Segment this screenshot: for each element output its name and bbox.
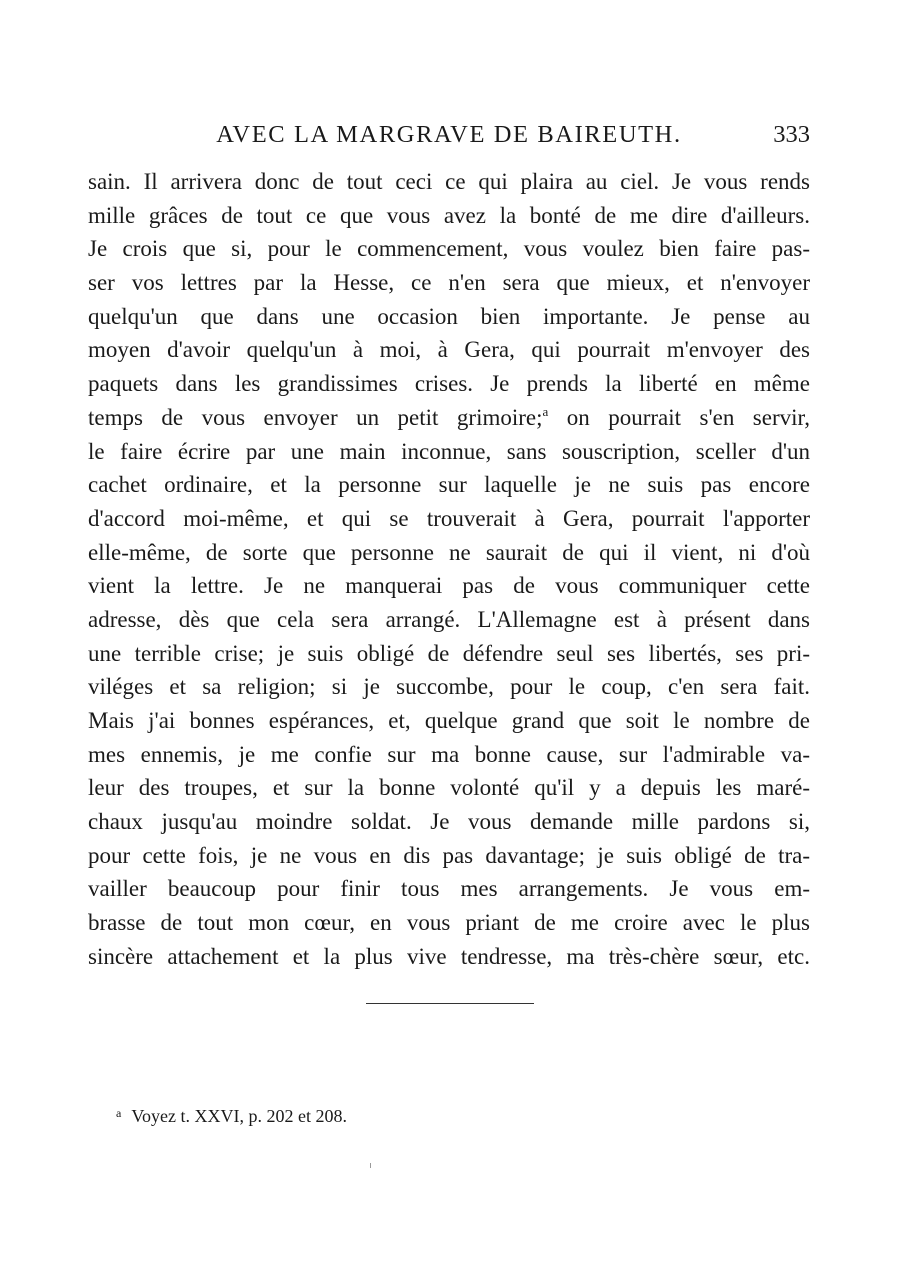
text-line: mes ennemis, je me confie sur ma bonne cause, sur l'admirable va- (88, 741, 810, 767)
text-line: Mais j'ai bonnes espérances, et, quelque grand que soit le nombre de (88, 708, 810, 733)
text-line: viléges et sa religion; si je succombe, pour le coup, c'en sera fait. (88, 674, 810, 700)
footnote-reference: a (542, 403, 549, 419)
text-line: leur des troupes, et sur la bonne volonté qu'il y a depuis les maré- (88, 775, 810, 801)
text-segment: temps de vous envoyer un petit grimoire; (88, 404, 543, 430)
section-divider (366, 1003, 534, 1004)
text-line: Je crois que si, pour le commencement, vous voulez bien faire pas- (88, 236, 810, 262)
text-line: mille grâces de tout ce que vous avez la bonté de me dire d'ailleurs. (88, 202, 810, 228)
footnote (116, 1100, 347, 1129)
text-line: une terrible crise; je suis obligé de défendre seul ses libertés, ses pri- (88, 640, 810, 666)
text-line-with-footnote (88, 401, 810, 435)
print-speck (370, 1163, 371, 1168)
text-line: moyen d'avoir quelqu'un à moi, à Gera, qui pourrait m'envoyer des (88, 337, 810, 363)
text-line: vient la lettre. Je ne manquerai pas de vous communiquer cette (88, 573, 810, 599)
text-segment: on pourrait s'en servir, (566, 404, 810, 430)
text-line: adresse, dès que cela sera arrangé. L'Allemagne est à présent dans (88, 606, 810, 632)
text-line: quelqu'un que dans une occasion bien importante. Je pense au (88, 303, 810, 329)
text-line: paquets dans les grandissimes crises. Je prends la liberté en même (88, 371, 810, 397)
text-line: ser vos lettres par la Hesse, ce n'en sera que mieux, et n'envoyer (88, 270, 810, 296)
text-line: elle-même, de sorte que personne ne saurait de qui il vient, ni d'où (88, 539, 810, 565)
letter-body (88, 165, 810, 974)
text-line: cachet ordinaire, et la personne sur laquelle je ne suis pas encore (88, 472, 810, 498)
running-title: AVEC LA MARGRAVE DE BAIREUTH. (216, 121, 682, 148)
running-head (88, 118, 810, 152)
text-line: d'accord moi-même, et qui se trouverait à Gera, pourrait l'apporter (88, 505, 810, 531)
page-number: 333 (773, 121, 810, 148)
text-line: chaux jusqu'au moindre soldat. Je vous demande mille pardons si, (88, 809, 810, 835)
text-line: le faire écrire par une main inconnue, sans souscription, sceller d'un (88, 438, 810, 464)
text-line: vailler beaucoup pour finir tous mes arrangements. Je vous em- (88, 876, 810, 902)
text-line: brasse de tout mon cœur, en vous priant de me croire avec le plus (88, 910, 810, 936)
text-line: sain. Il arrivera donc de tout ceci ce qui plaira au ciel. Je vous rends (88, 169, 810, 194)
footnote-text: Voyez t. XXVI, p. 202 et 208. (131, 1106, 347, 1126)
text-line: pour cette fois, je ne vous en dis pas davantage; je suis obligé de tra- (88, 842, 810, 868)
text-line: sincère attachement et la plus vive tendresse, ma très-chère sœur, etc. (88, 943, 810, 969)
footnote-marker: a (116, 1106, 122, 1120)
